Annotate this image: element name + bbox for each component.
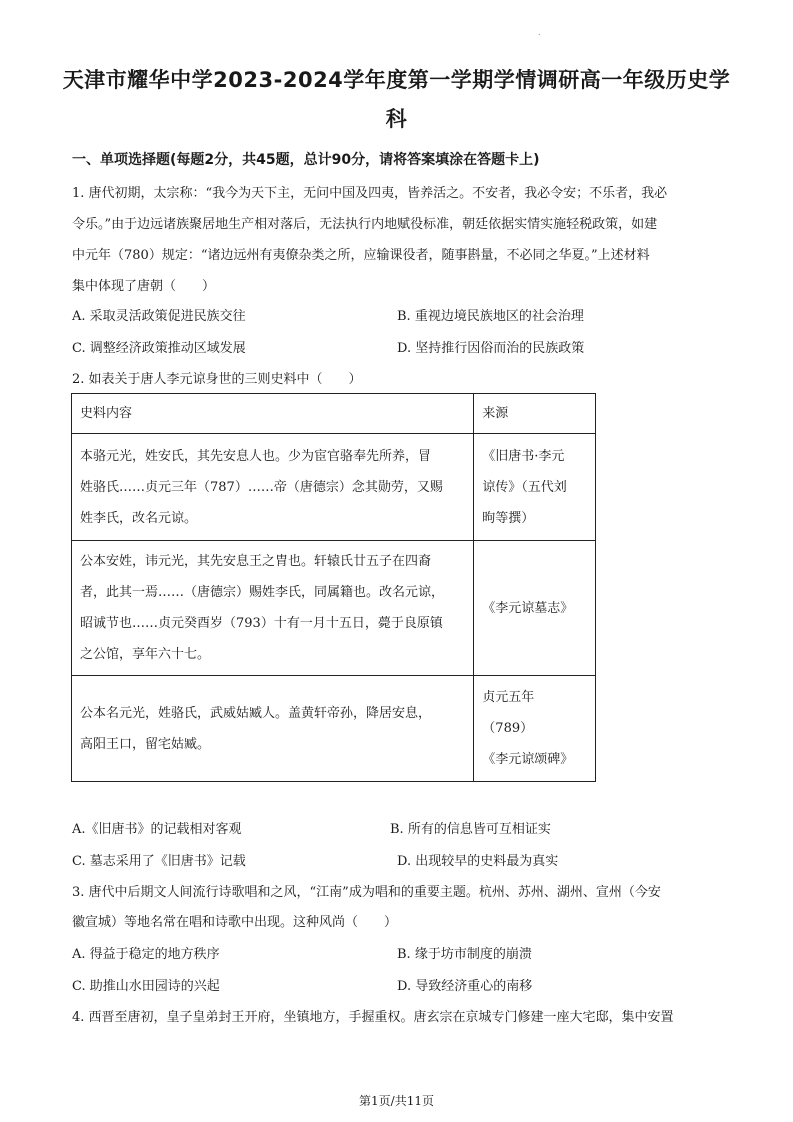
cell-line: 高阳王口，留宅姑臧。 [80,736,211,752]
q1-stem-line: 令乐。”由于边远诸族聚居地生产相对落后，无法执行内地赋役标准，朝廷依据实情实施轻税政策，如建 [72,217,658,232]
table-cell-content [72,676,474,782]
cell-line: 昭诚节也……贞元癸酉岁（793）十有一月十五日，薨于良原镇 [80,616,443,631]
table-cell-source [474,434,596,541]
cell-line: 《旧唐书·李元 [482,448,565,464]
q3-option-b: B. 缘于坊市制度的崩溃 [397,947,532,962]
cell-line: 公本安姓，讳元光，其先安息王之胄也。轩辕氏廿五子在四裔 [80,554,432,569]
table-cell-content [72,434,474,541]
q2-option-c: C. 墓志采用了《旧唐书》记载 [72,854,246,869]
q3-option-c: C. 助推山水田园诗的兴起 [72,979,220,994]
table-cell-source [474,676,596,782]
cell-line: 本骆元光，姓安氏，其先安息人也。少为宦官骆奉先所养，冒 [80,448,432,464]
page-title-line-2: 科 [385,107,408,131]
cell-line: 贞元五年 [482,690,535,705]
cell-line: 《李元谅颂碑》 [482,752,574,767]
cell-line: 之公馆，享年六十七。 [80,647,211,662]
table-row [72,541,596,676]
q3-stem-line: 3. 唐代中后期文人间流行诗歌唱和之风，“江南”成为唱和的重要主题。杭州、苏州、湖州、宣州（今安 [72,885,661,900]
q2-stem: 2. 如表关于唐人李元谅身世的三则史料中（ ） [72,372,362,387]
cell-line: 谅传》（五代刘 [482,479,567,495]
table-cell-source [474,541,596,676]
table-header-content: 史料内容 [72,394,474,434]
cell-line: 昫等撰） [482,510,535,526]
cell-line: 公本名元光，姓骆氏，武威姑臧人。盖黄轩帝孙，降居安息， [80,705,432,721]
table-cell-content [72,541,474,676]
table-header-row [72,394,596,434]
page-title-line-1: 天津市耀华中学2023-2024学年度第一学期学情调研高一年级历史学 [62,68,731,92]
scan-mark: . [538,28,541,37]
q1-stem-line: 1. 唐代初期，太宗称：“我今为天下主，无问中国及四夷，皆养活之。不安者，我必令安；不乐者，我必 [72,186,668,201]
q3-option-d: D. 导致经济重心的南移 [397,979,533,994]
cell-line: 《李元谅墓志》 [482,600,574,616]
cell-line: 姓骆氏……贞元三年（787）……帝（唐德宗）念其勋劳，又赐 [80,479,443,495]
cell-line: 姓李氏，改名元谅。 [80,510,198,526]
q1-stem-line: 集中体现了唐朝（ ） [72,279,216,294]
q3-option-a: A. 得益于稳定的地方秩序 [72,947,220,962]
q1-stem-line: 中元年（780）规定：“诸边远州有夷僚杂类之所，应输课役者，随事斟量，不必同之华夏。”上述材料 [72,248,650,263]
table-header-source: 来源 [474,394,596,434]
q4-stem-line: 4. 西晋至唐初，皇子皇弟封王开府，坐镇地方，手握重权。唐玄宗在京城专门修建一座大宅邸，集中安置 [72,1010,674,1025]
cell-line: 者，此其一焉……（唐德宗）赐姓李氏，同属籍也。改名元谅， [80,585,445,600]
q1-option-c: C. 调整经济政策推动区域发展 [72,341,246,356]
cell-line: （789） [482,721,534,736]
q1-option-b: B. 重视边境民族地区的社会治理 [397,309,584,324]
q2-option-d: D. 出现较早的史料最为真实 [397,854,559,869]
section-heading: 一、单项选择题(每题2分，共45题，总计90分，请将答案填涂在答题卡上) [72,152,540,168]
source-table [71,393,596,782]
table-row [72,434,596,541]
table-row [72,676,596,782]
page-number: 第1页/共11页 [359,1094,434,1108]
q2-option-a: A.《旧唐书》的记载相对客观 [72,822,242,837]
q2-option-b: B. 所有的信息皆可互相证实 [390,822,551,837]
q3-stem-line: 徽宣城）等地名常在唱和诗歌中出现。这种风尚（ ） [72,915,398,930]
q1-option-a: A. 采取灵活政策促进民族交往 [72,309,246,324]
q1-option-d: D. 坚持推行因俗而治的民族政策 [397,341,585,356]
